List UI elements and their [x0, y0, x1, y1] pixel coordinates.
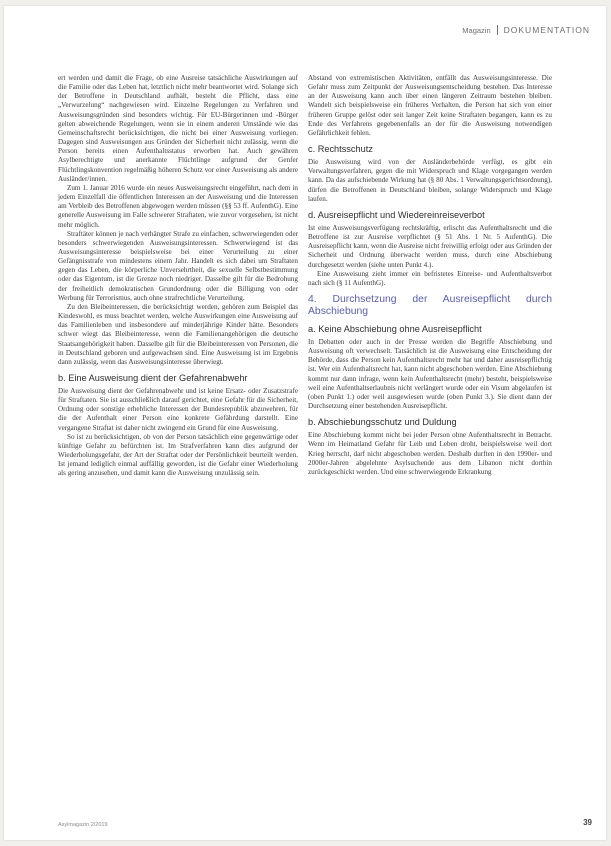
section-heading-a: a. Keine Abschiebung ohne Ausreisepflicht: [308, 323, 482, 334]
paragraph: Eine Ausweisung zieht immer ein befristetes Einreise- und Aufenthaltsverbot nach sich (§ 11 AufenthG).: [308, 269, 552, 287]
footer-issue: Asylmagazin 2/2019: [58, 822, 108, 828]
section-heading-b2: b. Abschiebungsschutz und Duldung: [308, 417, 457, 428]
paragraph: Eine Abschiebung kommt nicht bei jeder Person ohne Aufenthaltsrecht in Betracht. Wenn im Heimatland Gefahr für Leib und Leben droht, beispielsweise weil dort Krieg herrscht, darf nicht abgeschoben werden. Deshalb durften in den 1990er- und 2000er-Jahren abgelehnte Asylsuchende aus dem Libanon nicht dorthin zurückgeschickt werden. Und eine schwerwiegende Erkrankung: [308, 431, 552, 476]
right-column: [308, 74, 552, 477]
header-divider: [497, 25, 498, 35]
paragraph: In Debatten oder auch in der Presse werden die Begriffe Abschiebung und Ausweisung oft verwechselt. Tatsächlich ist die Ausweisung eine Entscheidung der Behörde, dass die Person kein Aufenthaltsrecht mehr hat und daher ausreisepflichtig ist. Wer ein Aufenthaltsrecht hat, kann nicht abgeschoben werden. Eine Abschiebung kommt nur dann infrage, wenn kein Aufenthaltsrecht (mehr) besteht, beispielsweise weil eine Aufenthaltserlaubnis nicht verlängert wurde oder ein Visum abgelaufen ist (oben Punkt 1.) oder weil ausgewiesen wurde (oben Punkt 3.). Sie dient dann der Durchsetzung einer bestehenden Ausreisepflicht.: [308, 337, 552, 411]
paragraph: ert werden und damit die Frage, ob eine Ausreise tatsächliche Auswirkungen auf die Familie oder das Leben hat, letztlich nicht mehr beantwortet wird. Solange sich der Betroffene in Deutschland aufhält, besteht die Pflicht, dass eine „Verwurzelung“ nachgewiesen wird. Einzelne Regelungen zu Verfahren und Ausweisungsgründen sind besonders wichtig. Für EU-Bürgerinnen und -Bürger gelten abweichende Regelungen, wenn sie in einem anderen Umstände wie das Gemeinschaftsrecht berücksichtigen, die nicht bei einer Ausweisung vorliegen. Dagegen sind Ausweisungen aus Gründen der Sicherheit nicht zulässig, wenn die Person bereits einen Aufenthaltsstatus erworben hat. Auch gewähren Asylberechtigte und anerkannte Flüchtlinge aufgrund der Genfer Flüchtlingskonvention regelmäßig höheren Schutz vor einer Ausweisung als andere Ausländer/innen.: [58, 74, 298, 183]
paragraph: Ist eine Ausweisungsverfügung rechtskräftig, erlischt das Aufenthaltsrecht und die Betroffene ist zur Ausreise verpflichtet (§ 51 Abs. 1 Nr. 5 AufenthG). Die Ausreisepflicht kann, wenn die Ausreise nicht freiwillig erfolgt oder aus Gründen der Sicherheit und Ordnung überwacht werden muss, durch eine Abschiebung durchgesetzt werden (siehe unten Punkt 4.).: [308, 223, 552, 269]
paragraph: Die Ausweisung dient der Gefahrenabwehr und ist keine Ersatz- oder Zusatzstrafe für Straftaten. Sie ist ausschließlich darauf gerichtet, eine Gefahr für die Sicherheit, Ordnung oder sonstige erhebliche Interessen der Bundesrepublik abzuwehren, für die der Aufenthalt einer Person eine konkrete Gefährdung darstellt. Eine vergangene Straftat ist daher nicht zwingend ein Grund für eine Ausweisung.: [58, 387, 298, 432]
paragraph: Straftäter können je nach verhängter Strafe zu einfachen, schwerwiegenden oder besonders schwerwiegenden Ausweisungsinteressen. Schwerwiegend ist das Ausweisungsinteresse beispielsweise bei einer Verurteilung zu einer Gefängnisstrafe von mindestens einem Jahr. Handelt es sich dabei um Straftaten gegen das Leben, die körperliche Unversehrtheit, die sexuelle Selbstbestimmung oder das Eigentum, ist die Grenze noch niedriger. Dasselbe gilt für die Bedrohung der freiheitlich demokratischen Grundordnung oder die Billigung von oder Werbung für Terrorismus, auch ohne strafrechtliche Verurteilung.: [58, 229, 298, 302]
paragraph: Zu den Bleibeinteressen, die berücksichtigt werden, gehören zum Beispiel das Kindeswohl, es muss beachtet werden, welche Auswirkungen eine Ausweisung auf das Familienleben und insbesondere auf minderjährige Kinder hätte. Besonders schwer wiegt das Bleibeinteresse, wenn die Familienangehörigen die deutsche Staatsangehörigkeit haben. Dasselbe gilt für die Bleibeinteressen von Personen, die in Deutschland geboren und aufgewachsen sind. Eine Ausweisung ist im Ergebnis dann zulässig, wenn das Ausweisungsinteresse überwiegt.: [58, 302, 298, 366]
header-section: Magazin: [462, 25, 491, 35]
section-heading-c: c. Rechtsschutz: [308, 144, 373, 155]
running-header: [462, 25, 590, 35]
paragraph: Die Ausweisung wird von der Ausländerbehörde verfügt, es gibt ein Verwaltungsverfahren, gegen die mit Widerspruch und Klage vorgegangen werden kann. Da das aufschiebende Wirkung hat (§ 80 Abs. 1 Verwaltungsgerichtsordnung), dürfen die Betroffenen in Deutschland bleiben, solange Widerspruch und Klage laufen.: [308, 158, 552, 203]
paragraph: So ist zu berücksichtigen, ob von der Person tatsächlich eine gegenwärtige oder künftige Gefahr zu befürchten ist. Im Strafverfahren kann dies aufgrund der Wiederholungsgefahr, der Art der Straftat oder der Persönlichkeit beurteilt werden. Ist jemand lediglich einmal auffällig geworden, ist die Gefahr einer Wiederholung als gering anzusehen, und damit kann die Ausweisung unzulässig sein.: [58, 432, 298, 478]
section-heading-d: d. Ausreisepflicht und Wiedereinreiseverbot: [308, 209, 485, 220]
page-number: 39: [583, 818, 592, 827]
paragraph: Zum 1. Januar 2016 wurde ein neues Ausweisungsrecht eingeführt, nach dem in jedem Einzelfall die öffentlichen Interessen an der Ausweisung und die Interessen am Verbleib des Betroffenen abgewogen werden müssen (§§ 53 ff. AufenthG). Eine generelle Ausweisung im Falle schwerer Straftaten, wie zuvor vorgesehen, ist nicht mehr möglich.: [58, 183, 298, 229]
header-title: DOKUMENTATION: [503, 25, 590, 35]
chapter-heading-4: 4. Durchsetzung der Ausreisepflicht durch Abschiebung: [308, 293, 552, 317]
document-page: [4, 6, 606, 840]
left-column: [58, 74, 298, 479]
paragraph: Abstand von extremistischen Aktivitäten, entfällt das Ausweisungsinteresse. Die Gefahr muss zum Zeitpunkt der Ausweisungsentscheidung bestehen. Das Interesse an der Ausweisung kann auch über einen längeren Zeitraum bestehen bleiben. Wandelt sich beispielsweise ein früheres Verhalten, die Person hat sich von einer früheren Gruppe gelöst oder seit langer Zeit keine Straftaten begangen, kann es zu Ende des Verfahrens gegebenenfalls an der für die Ausweisung notwendigen Gefährlichkeit fehlen.: [308, 74, 552, 137]
section-heading-b: b. Eine Ausweisung dient der Gefahrenabwehr: [58, 373, 248, 383]
